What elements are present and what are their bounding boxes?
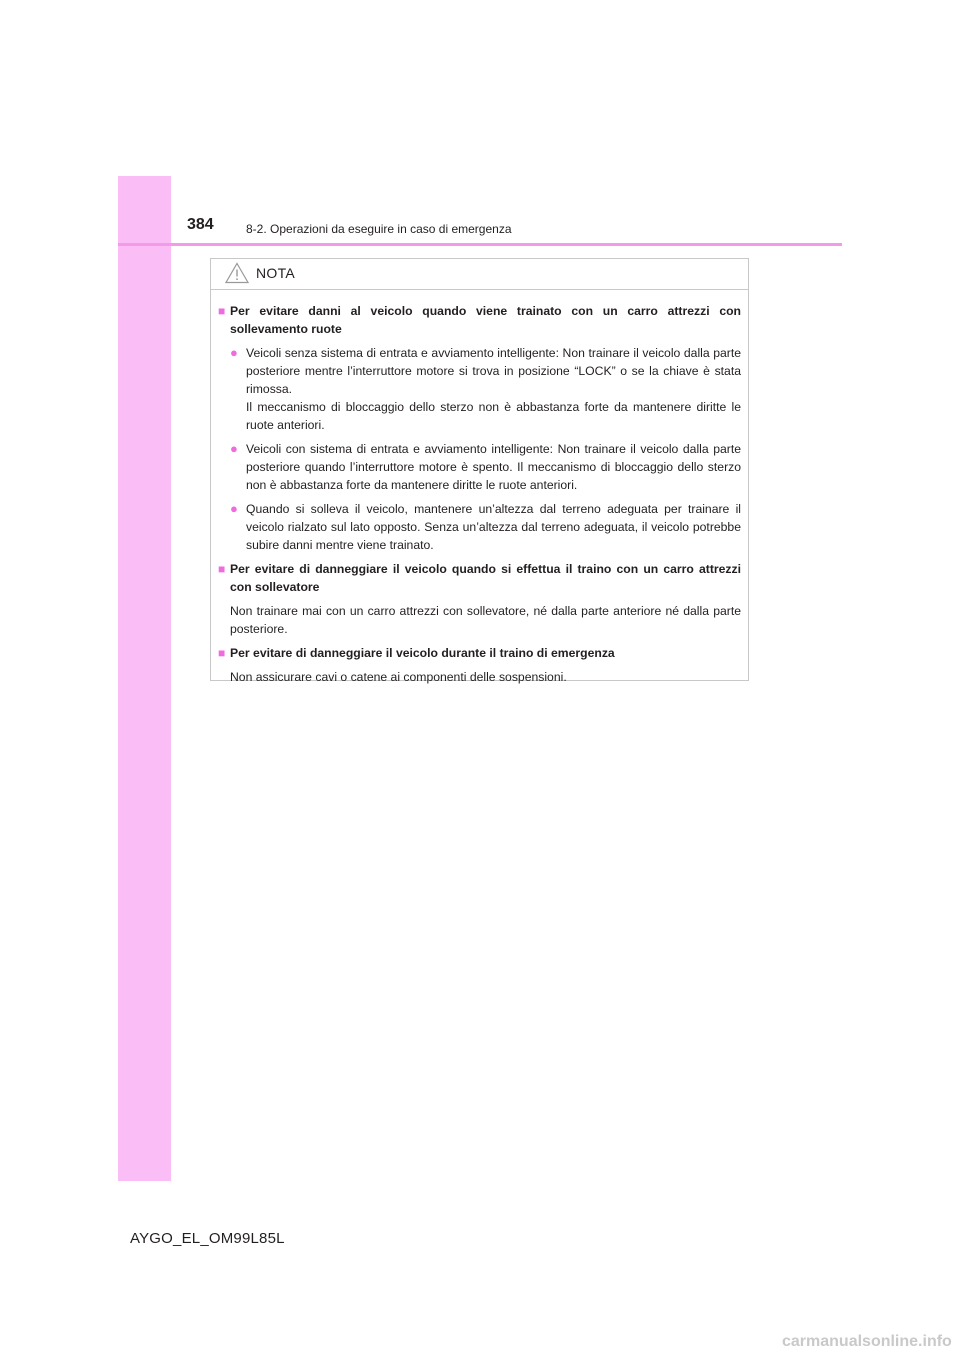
notice-section-emergency-towing (218, 644, 741, 686)
section-title: 8-2. Operazioni da eseguire in caso di emergenza (246, 222, 512, 236)
section-heading: Per evitare di danneggiare il veicolo durante il traino di emergenza (230, 646, 615, 660)
circle-bullet-icon: ● (230, 501, 238, 516)
square-bullet-icon: ■ (218, 562, 226, 576)
list-item (230, 344, 741, 434)
notice-body (211, 290, 748, 686)
section-heading: Per evitare danni al veicolo quando viene trainato con un carro attrezzi con sollevamento ruote (230, 304, 741, 336)
notice-section-sling-type (218, 560, 741, 638)
header-rule (118, 243, 842, 246)
side-tab-band (118, 176, 171, 1181)
document-id: AYGO_EL_OM99L85L (130, 1230, 285, 1247)
list-item (230, 500, 741, 554)
list-item (230, 440, 741, 494)
notice-label: NOTA (256, 265, 296, 281)
circle-bullet-icon: ● (230, 345, 238, 360)
bullet-text: Il meccanismo di bloccaggio dello sterzo non è abbastanza forte da mantenere diritte le ruote anteriori. (246, 400, 741, 432)
bullet-text: Veicoli senza sistema di entrata e avviamento intelligente: Non trainare il veicolo dalla parte posteriore mentre l’interruttore motore si trova in posizione “LOCK” o se la chiave è stata rimossa. (246, 346, 741, 396)
warning-triangle-icon (225, 262, 249, 289)
square-bullet-icon: ■ (218, 304, 226, 318)
bullet-text: Veicoli con sistema di entrata e avviamento intelligente: Non trainare il veicolo dalla parte posteriore quando l’interruttore motore è spento. Il meccanismo di bloccaggio dello sterzo non è abbastanza forte da mantenere diritte le ruote anteriori. (246, 442, 741, 492)
section-heading: Per evitare di danneggiare il veicolo quando si effettua il traino con un carro attrezzi con sollevatore (230, 562, 741, 594)
circle-bullet-icon: ● (230, 441, 238, 456)
watermark[interactable]: carmanualsonline.info (782, 1333, 952, 1350)
notice-box (210, 258, 749, 684)
page-number: 384 (187, 216, 214, 233)
notice-section-wheel-lift (218, 302, 741, 554)
section-paragraph: Non assicurare cavi o catene ai componenti delle sospensioni. (230, 670, 567, 684)
square-bullet-icon: ■ (218, 646, 226, 660)
notice-header (211, 259, 748, 290)
bullet-text: Quando si solleva il veicolo, mantenere un’altezza dal terreno adeguata per trainare il veicolo rialzato sul lato opposto. Senza un’altezza dal terreno adeguata, il veicolo potrebbe subire danni mentre viene trainato. (246, 502, 741, 552)
section-paragraph: Non trainare mai con un carro attrezzi con sollevatore, né dalla parte anteriore né dalla parte posteriore. (230, 604, 741, 636)
